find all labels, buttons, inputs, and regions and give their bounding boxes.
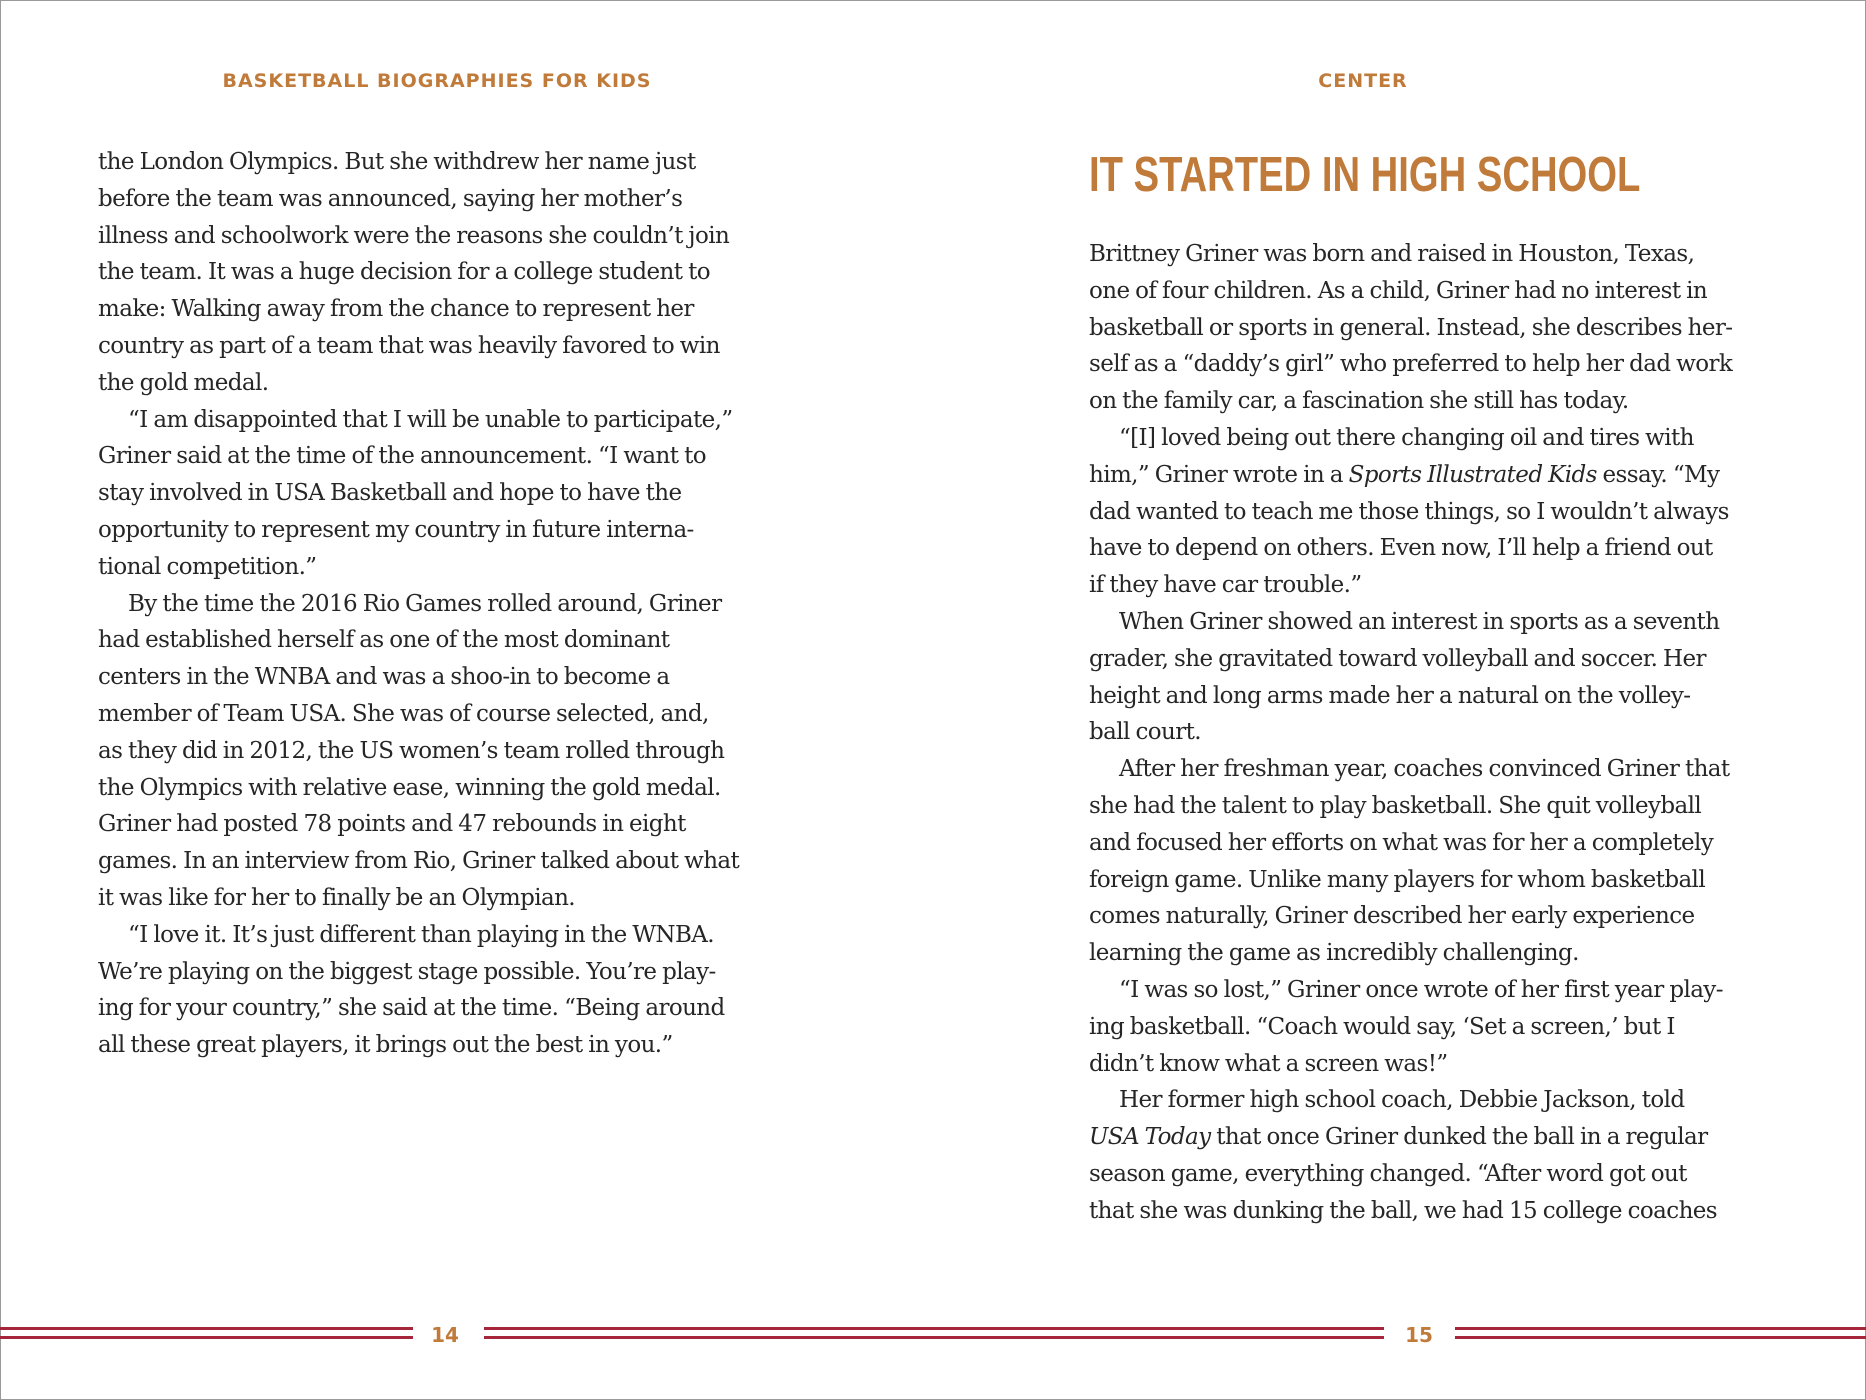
text-line: as they did in 2012, the US women’s team rolled through [98, 737, 725, 764]
page-number-left: 14 [431, 1323, 459, 1347]
text-line: “[I] loved being out there changing oil and tires with [1119, 424, 1694, 451]
text-line: After her freshman year, coaches convinced Griner that [1119, 756, 1730, 783]
text-line: tional competition.” [98, 553, 317, 580]
text-line: Brittney Griner was born and raised in Houston, Texas, [1089, 241, 1695, 267]
text-line: had established herself as one of the most dominant [98, 627, 670, 654]
text-line: basketball or sports in general. Instead, she describes her- [1089, 314, 1733, 341]
text-line: learning the game as incredibly challenging. [1089, 940, 1579, 967]
text-line: all these great players, it brings out the best in you.” [98, 1032, 673, 1059]
text-line: When Griner showed an interest in sports as a seventh [1119, 608, 1720, 635]
page-number-right: 15 [1405, 1323, 1433, 1347]
text-line: one of four children. As a child, Griner had no interest in [1089, 277, 1708, 304]
text-line: stay involved in USA Basketball and hope to have the [98, 480, 682, 507]
text-line: that she was dunking the ball, we had 15 college coaches [1089, 1197, 1718, 1224]
text-line: We’re playing on the biggest stage possible. You’re play- [98, 958, 716, 985]
text-line: Her former high school coach, Debbie Jackson, told [1119, 1087, 1685, 1114]
text-line: By the time the 2016 Rio Games rolled around, Griner [128, 590, 722, 617]
text-line: the Olympics with relative ease, winning the gold medal. [98, 774, 721, 801]
right-page [933, 0, 1866, 1400]
text-line: before the team was announced, saying her mother’s [98, 185, 683, 212]
text-line: height and long arms made her a natural on the volley- [1089, 682, 1691, 709]
text-line: and focused her efforts on what was for her a completely [1089, 829, 1714, 856]
text-line: season game, everything changed. “After word got out [1089, 1160, 1687, 1187]
text-segment: him,” Griner wrote in a [1089, 461, 1349, 488]
left-body-text [98, 144, 788, 1064]
text-segment: essay. “My [1596, 461, 1720, 488]
text-line: make: Walking away from the chance to represent her [98, 296, 694, 323]
text-line: opportunity to represent my country in future interna- [98, 516, 694, 543]
text-line: on the family car, a fascination she still has today. [1089, 388, 1629, 415]
text-line: ing basketball. “Coach would say, ‘Set a screen,’ but I [1089, 1013, 1675, 1040]
text-line [1089, 457, 1779, 494]
text-line [1089, 1119, 1779, 1156]
text-line: the team. It was a huge decision for a college student to [98, 259, 710, 286]
italic-title: USA Today [1089, 1124, 1211, 1151]
text-line: illness and schoolwork were the reasons she couldn’t join [98, 222, 730, 249]
text-line: games. In an interview from Rio, Griner talked about what [98, 848, 740, 875]
text-line: “I am disappointed that I will be unable to participate,” [128, 406, 733, 433]
footer-rule-right [1455, 1327, 1866, 1339]
footer-rule-left-1 [0, 1327, 413, 1339]
text-line: centers in the WNBA and was a shoo-in to become a [98, 664, 670, 691]
running-head-right: CENTER [1318, 70, 1408, 92]
text-line: have to depend on others. Even now, I’ll help a friend out [1089, 535, 1713, 562]
text-line: foreign game. Unlike many players for whom basketball [1089, 866, 1706, 893]
text-line: it was like for her to finally be an Olympian. [98, 884, 576, 911]
text-line: the gold medal. [98, 369, 269, 396]
text-line: ing for your country,” she said at the time. “Being around [98, 995, 725, 1022]
text-line: she had the talent to play basketball. She quit volleyball [1089, 792, 1702, 819]
text-line: the London Olympics. But she withdrew her name just [98, 149, 696, 175]
right-body-text [1089, 236, 1779, 1230]
text-line: Griner said at the time of the announcement. “I want to [98, 443, 706, 470]
footer-rule-center [484, 1327, 1384, 1339]
text-line: self as a “daddy’s girl” who preferred to help her dad work [1089, 351, 1733, 378]
text-line: “I love it. It’s just different than playing in the WNBA. [128, 921, 714, 948]
text-line: “I was so lost,” Griner once wrote of her first year play- [1119, 976, 1723, 1003]
text-line: country as part of a team that was heavily favored to win [98, 332, 720, 359]
text-line: comes naturally, Griner described her early experience [1089, 903, 1695, 930]
italic-title: Sports Illustrated Kids [1348, 461, 1597, 488]
text-line: Griner had posted 78 points and 47 rebounds in eight [98, 811, 686, 838]
text-line: dad wanted to teach me those things, so I wouldn’t always [1089, 498, 1729, 525]
text-line: ball court. [1089, 719, 1201, 746]
chapter-title: IT STARTED IN HIGH SCHOOL [1089, 148, 1641, 202]
text-line: member of Team USA. She was of course selected, and, [98, 700, 709, 727]
text-line: if they have car trouble.” [1089, 572, 1362, 599]
text-line: grader, she gravitated toward volleyball and soccer. Her [1089, 645, 1706, 672]
text-line: didn’t know what a screen was!” [1089, 1050, 1448, 1077]
running-head-left: BASKETBALL BIOGRAPHIES FOR KIDS [222, 70, 652, 92]
text-segment: that once Griner dunked the ball in a regular [1210, 1124, 1708, 1151]
